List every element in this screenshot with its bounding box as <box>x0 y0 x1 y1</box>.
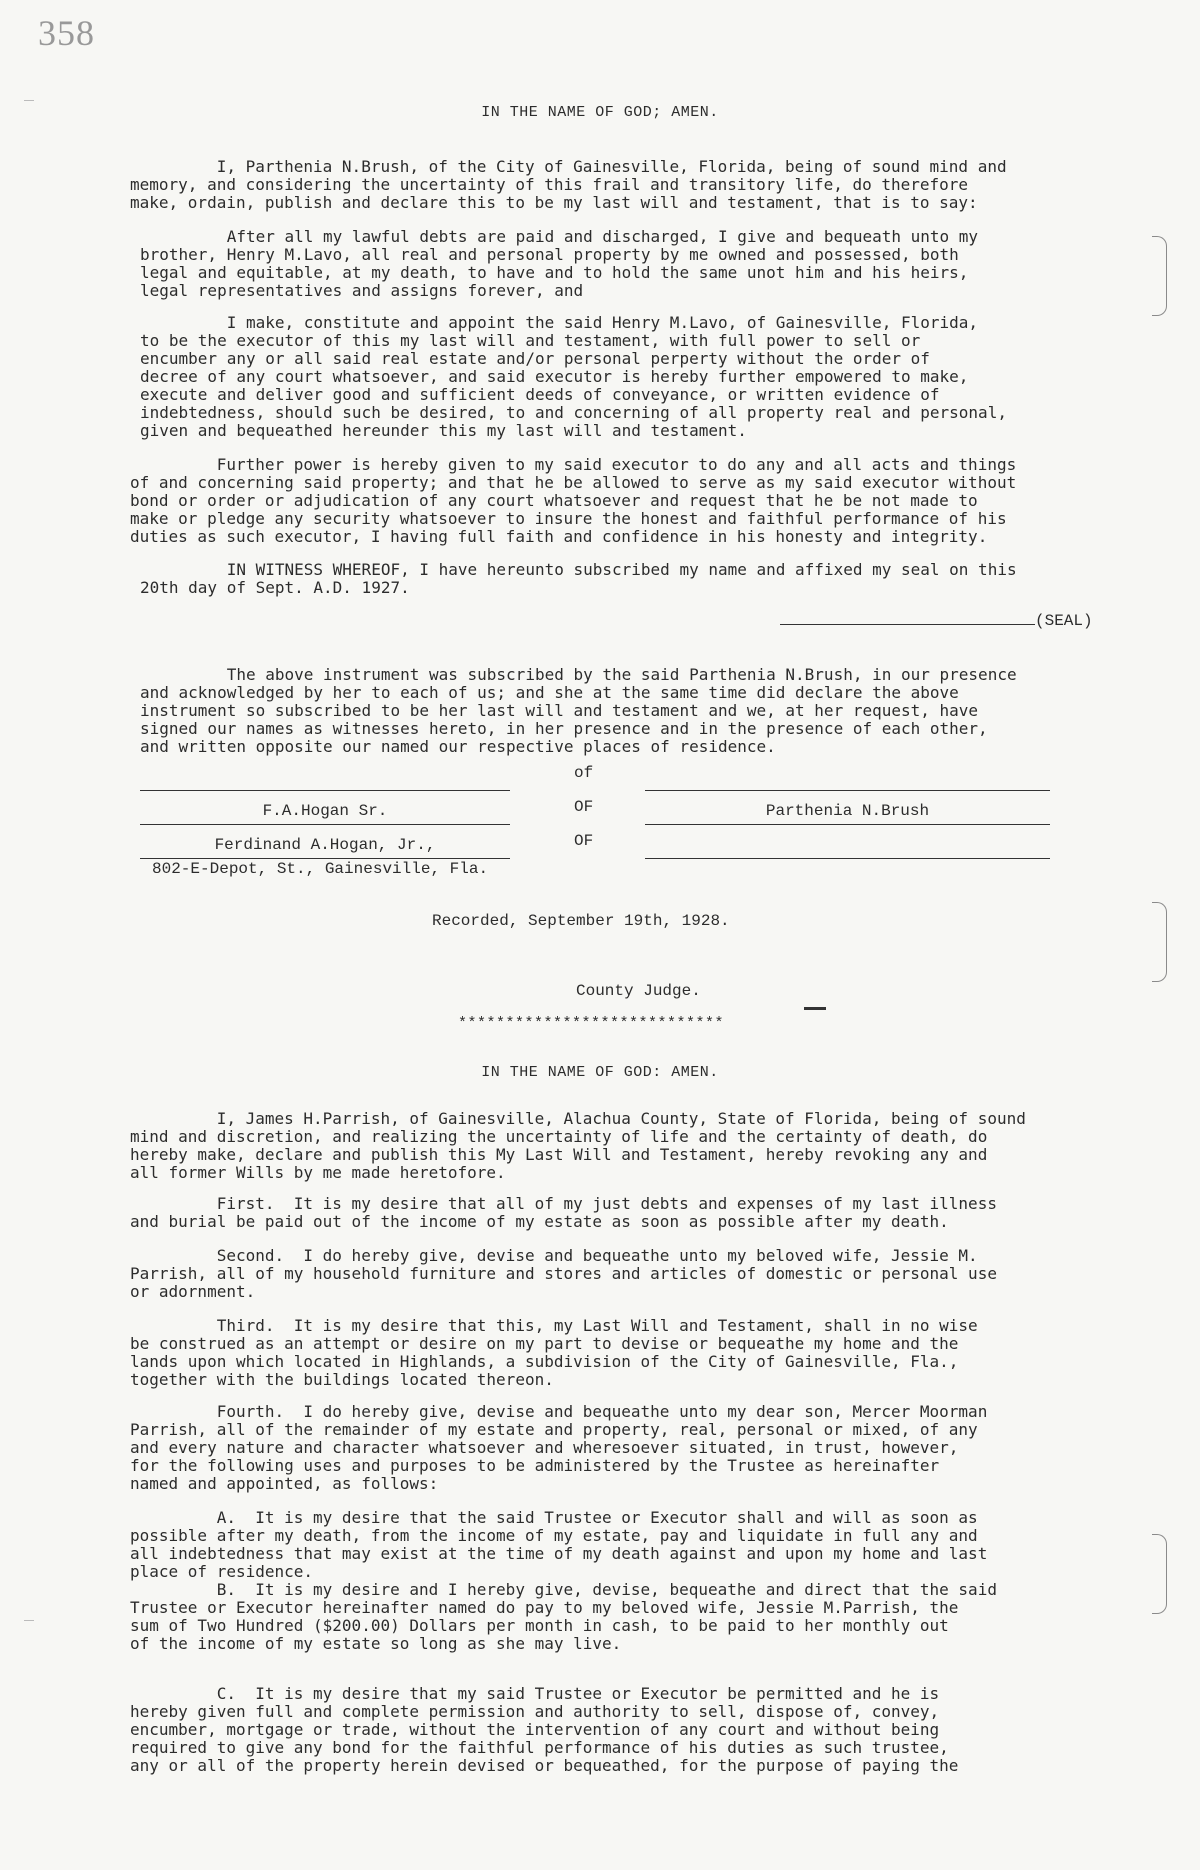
witness-residence <box>645 838 1050 859</box>
will2-paragraph-third: Third. It is my desire that this, my Last Will and Testament, shall in no wise be construed as an attempt or desire on my part to devise or bequeathe my home and the lands upon which located in Highlands, a subdivision of the City of Gainesville, Fla., together with the buildings located thereon. <box>130 1316 978 1389</box>
page-number: 358 <box>38 13 95 53</box>
will2-paragraph-c: C. It is my desire that my said Trustee or Executor be permitted and he is hereby given full and complete permission and authority to sell, dispose of, convey, encumber, mortgage or trade, without the intervention of any court and without being required to give any bond for the faithful performance of his duties as such trustee, any or all of the property herein devised or bequeathed, for the purpose of paying the <box>130 1684 959 1775</box>
seal-signature-line <box>780 610 1093 630</box>
witness-of-label: OF <box>574 798 594 816</box>
margin-tick <box>24 100 34 101</box>
will1-heading: IN THE NAME OF GOD; AMEN. <box>481 104 719 121</box>
will1-paragraph-powers: Further power is hereby given to my said executor to do any and all acts and things of and concerning said property; and that he be allowed to serve as my said executor without bond or order or adjudication of any court whatsoever and request that he be not made to make or pledge any security whatsoever to insure the honest and faithful performance of his duties as such executor, I having full faith and confidence in his honesty and integrity. <box>130 455 1017 546</box>
witness-of-label: OF <box>574 832 594 850</box>
will2-paragraph-first: First. It is my desire that all of my just debts and expenses of my last illness and burial be paid out of the income of my estate as soon as possible after my death. <box>130 1194 997 1231</box>
section-separator: **************************** <box>458 1015 725 1032</box>
margin-bracket <box>1152 236 1167 316</box>
will1-paragraph-witness-whereof: IN WITNESS WHEREOF, I have hereunto subscribed my name and affixed my seal on this 20th day of Sept. A.D. 1927. <box>140 560 1017 597</box>
witness-residence: Parthenia N.Brush <box>645 804 1050 825</box>
will2-paragraph-second: Second. I do hereby give, devise and bequeathe unto my beloved wife, Jessie M. Parrish, all of my household furniture and stores and articles of domestic or personal use or adornment. <box>130 1246 997 1301</box>
witness-residence <box>645 770 1050 791</box>
county-judge-label: County Judge. <box>576 982 701 1000</box>
will2-paragraph-b: B. It is my desire and I hereby give, devise, bequeathe and direct that the said Trustee or Executor hereinafter named do pay to my beloved wife, Jessie M.Parrish, the sum of Two Hundred ($200.00) Dollars per month in cash, to be paid to her monthly out of the income of my estate so long as she may live. <box>130 1580 997 1653</box>
recorded-date: Recorded, September 19th, 1928. <box>432 912 730 930</box>
margin-bracket <box>1152 902 1167 982</box>
margin-tick <box>24 1620 34 1621</box>
witness-name: F.A.Hogan Sr. <box>140 804 510 825</box>
will1-paragraph-attestation: The above instrument was subscribed by the said Parthenia N.Brush, in our presence and acknowledged by her to each of us; and she at the same time did declare the above instrument so subscribed to be her last will and testament and we, at her request, have signed our names as witnesses hereto, in her presence and in the presence of each other, and written opposite our named our respective places of residence. <box>140 665 1017 756</box>
witness-name <box>140 770 510 791</box>
will1-paragraph-executor: I make, constitute and appoint the said Henry M.Lavo, of Gainesville, Florida, to be the executor of this my last will and testament, with full power to sell or encumber any or all said real estate and/or personal perperty without the order of decree of any court whatsoever, and said executor is hereby further empowered to make, execute and deliver good and sufficient deeds of conveyance, or written evidence of indebtedness, should such be desired, to and concerning of all property real and personal, given and bequeathed hereunder this my last will and testament. <box>140 313 1007 440</box>
witness-name: Ferdinand A.Hogan, Jr., <box>140 838 510 859</box>
witness-address: 802-E-Depot, St., Gainesville, Fla. <box>152 860 489 878</box>
witness-row <box>140 798 1060 826</box>
will2-heading: IN THE NAME OF GOD: AMEN. <box>481 1064 719 1081</box>
witness-of-label: of <box>574 764 594 782</box>
signature-blank <box>780 610 1035 625</box>
seal-label: (SEAL) <box>1035 612 1093 630</box>
witness-row <box>140 764 1060 792</box>
will1-paragraph-intro: I, Parthenia N.Brush, of the City of Gainesville, Florida, being of sound mind and memory, and considering the uncertainty of this frail and transitory life, do therefore make, ordain, publish and declare this to be my last will and testament, that is to say: <box>130 157 1007 212</box>
witness-row <box>140 832 1060 860</box>
judge-mark <box>804 1007 826 1010</box>
will2-paragraph-fourth: Fourth. I do hereby give, devise and bequeathe unto my dear son, Mercer Moorman Parrish, all of the remainder of my estate and property, real, personal or mixed, of any and every nature and character whatsoever and wheresoever situated, in trust, however, for the following uses and purposes to be administered by the Trustee as hereinafter named and appointed, as follows: <box>130 1402 988 1493</box>
will1-paragraph-bequest: After all my lawful debts are paid and discharged, I give and bequeath unto my brother, Henry M.Lavo, all real and personal property by me owned and possessed, both legal and equitable, at my death, to have and to hold the same unot him and his heirs, legal representatives and assigns forever, and <box>140 227 979 300</box>
margin-bracket <box>1152 1534 1167 1614</box>
will2-paragraph-intro: I, James H.Parrish, of Gainesville, Alachua County, State of Florida, being of sound mind and discretion, and realizing the uncertainty of life and the certainty of death, do hereby make, declare and publish this My Last Will and Testament, hereby revoking any and all former Wills by me made heretofore. <box>130 1109 1026 1182</box>
will2-paragraph-a: A. It is my desire that the said Trustee or Executor shall and will as soon as possible after my death, from the income of my estate, pay and liquidate in full any and all indebtedness that may exist at the time of my death against and upon my home and last place of residence. <box>130 1508 988 1581</box>
